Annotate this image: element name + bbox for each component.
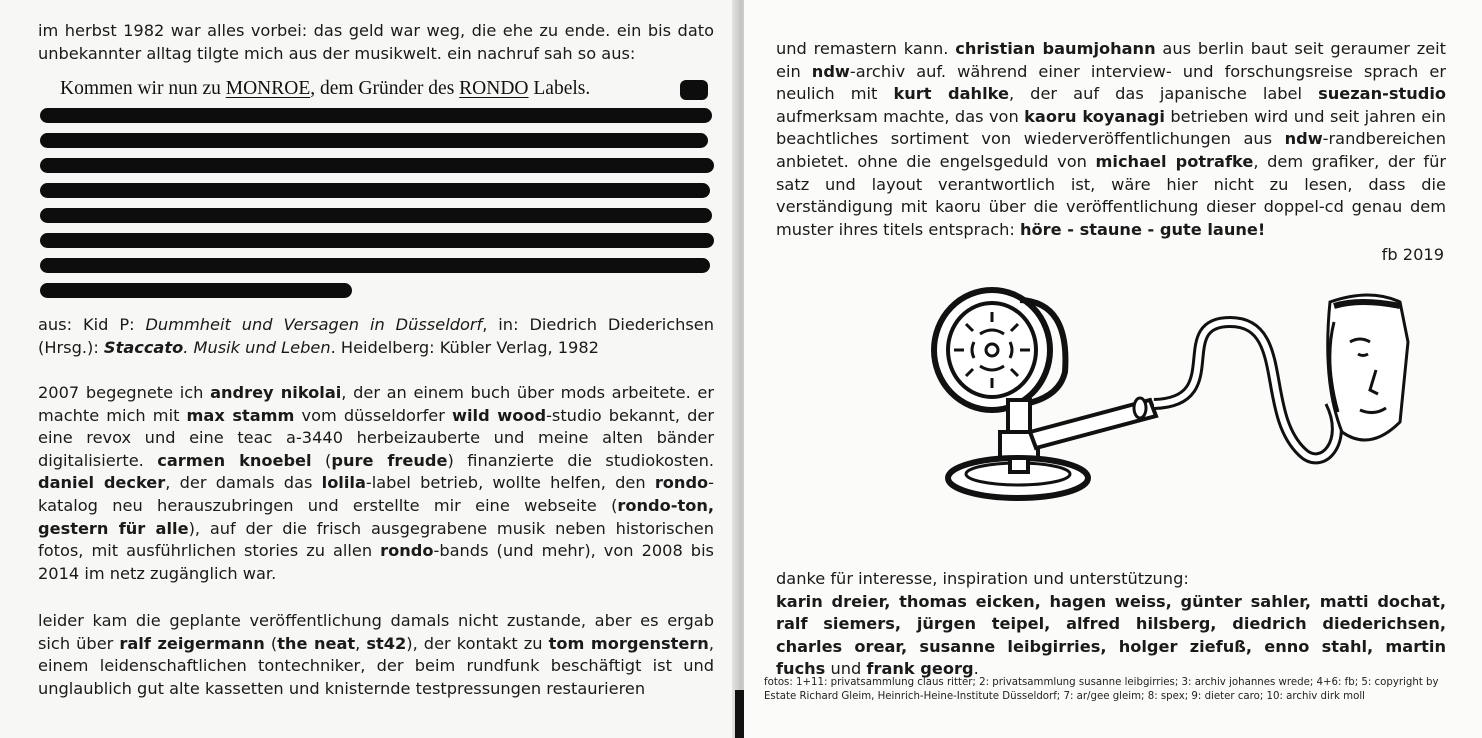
redaction-bar: [40, 233, 714, 248]
left-page: [0, 0, 738, 738]
text: -archiv auf. während einer interview- und forschungsreise sprach er neulich mit: [776, 61, 1446, 104]
name-kaoru-koyanagi: kaoru koyanagi: [1024, 106, 1165, 126]
right-page: [744, 0, 1482, 738]
name-suezan-studio: suezan-studio: [1318, 84, 1446, 104]
paragraph-remastern: [776, 38, 1446, 241]
name-kurt-dahlke: kurt dahlke: [893, 84, 1009, 104]
redaction-bar: [40, 108, 712, 123]
name-wild-wood: wild wood: [452, 405, 547, 425]
name-tom-morgenstern: tom morgenstern: [548, 633, 709, 653]
text: -studio bekannt, der eine revox und eine teac a-3440 herbeizauberte und meine alten bänder digitalisierte.: [38, 405, 714, 470]
citation-book-subtitle: . Musik und Leben: [183, 337, 331, 357]
name-rondo: rondo: [380, 541, 434, 561]
thanks-und: und: [825, 659, 867, 679]
text: , dem grafiker, der für satz und layout verantwortlich ist, wäre hier nicht zu lesen, dass die verständigung mit kaoru über die veröffentlichung dieser doppel-cd genau dem muster ihres titels entsprach:: [776, 151, 1447, 239]
name-carmen-knoebel: carmen knoebel: [157, 450, 312, 470]
microphone-stand-icon: [948, 398, 1156, 498]
text: vom düsseldorfer: [294, 405, 453, 425]
thanks-period: .: [973, 659, 979, 679]
citation-book-title: Staccato: [103, 337, 184, 357]
text: ) finanzierte die studiokosten.: [447, 450, 714, 470]
text: aus berlin baut seit geraumer zeit ein: [776, 39, 1446, 81]
redaction-bar: [40, 283, 352, 298]
clipping-name-monroe: MONROE: [225, 78, 311, 99]
citation: [38, 314, 714, 359]
redaction-bar: [40, 183, 710, 198]
name-pure-freude: pure freude: [331, 450, 448, 470]
newspaper-clipping: [60, 78, 710, 100]
name-rondo: rondo: [654, 473, 709, 493]
text: , der damals das: [165, 473, 322, 493]
redaction-bar: [680, 80, 708, 100]
name-the-neat: the neat: [277, 633, 356, 653]
text: leider kam die geplante veröffentlichung damals nicht zustande, aber es ergab sich über: [38, 611, 714, 653]
citation-prefix: aus: Kid P:: [38, 315, 146, 334]
microphone-illustration: [930, 282, 1450, 522]
microphone-cable-icon: [1154, 322, 1337, 458]
title-hoere-staune: höre - staune - gute laune!: [1020, 219, 1266, 239]
name-lolila: lolila: [321, 473, 366, 493]
signature: fb 2019: [1381, 245, 1444, 264]
name-st42: st42: [366, 633, 407, 653]
name-rondo-ton: rondo-ton, gestern für alle: [38, 495, 714, 538]
text: 2007 begegnete ich: [38, 383, 211, 402]
text: (: [311, 450, 332, 470]
name-daniel-decker: daniel decker: [38, 473, 166, 493]
photo-credits: fotos: 1+11: privatsammlung claus ritter; 2: privatsammlung susanne leibgirries; 3: archiv johannes wrede; 4+6: fb; 5: copyright by Estate Richard Gleim, Heinrich-Heine-Institute Düsseldorf; 7: ar/gee gleim; 8: spex; 9: dieter caro; 10: archiv dirk moll: [764, 677, 1439, 702]
thanks-names: karin dreier, thomas eicken, hagen weiss, günter sahler, matti dochat, ralf siemers, jürgen teipel, alfred hilsberg, diedrich diederichsen, charles orear, susanne leibgirries, holger ziefuß, enno stahl, martin fuchs: [776, 591, 1446, 679]
text: und remastern kann.: [776, 39, 956, 58]
citation-title: Dummheit und Versagen in Düsseldorf: [145, 315, 483, 334]
text: ), der kontakt zu: [406, 633, 549, 653]
clipping-prefix: Kommen wir nun zu: [60, 78, 226, 99]
text: -katalog neu herauszubringen und erstellte mir eine webseite (: [38, 473, 714, 515]
face-sketch-icon: [1328, 295, 1408, 440]
name-andrey-nikolai: andrey nikolai: [210, 383, 342, 402]
name-ndw: ndw: [811, 61, 850, 81]
thanks-intro: danke für interesse, inspiration und unterstützung:: [776, 569, 1189, 588]
text: ,: [355, 633, 367, 653]
text: , einem leidenschaftlichen tontechniker, der beim rundfunk beschäftigt ist und unglaublich gut alte kassetten und knisternde testpressungen restaurieren: [38, 633, 714, 698]
text: (: [264, 633, 278, 653]
citation-mid: , in: Diedrich Diederichsen (Hrsg.):: [38, 315, 715, 357]
paragraph-2007: [38, 382, 714, 585]
text: betrieben wird und seit jahren ein beachtliches sortiment von wiederveröffentlichungen aus: [776, 106, 1446, 149]
text: , der auf das japanische label: [1008, 84, 1319, 104]
thanks-last-name: frank georg: [866, 659, 974, 679]
text: ), auf der die frisch ausgegrabene musik neben historischen fotos, mit ausführlichen stories zu allen: [38, 518, 714, 561]
paragraph-leider: [38, 610, 714, 700]
text: , der an einem buch über mods arbeitete. er machte mich mit: [38, 383, 715, 425]
name-max-stamm: max stamm: [186, 405, 295, 425]
name-christian-baumjohann: christian baumjohann: [955, 39, 1156, 58]
intro-paragraph: im herbst 1982 war alles vorbei: das geld war weg, die ehe zu ende. ein bis dato unbekannter alltag tilgte mich aus der musikwelt. ein nachruf sah so aus:: [38, 21, 714, 63]
text: -label betrieb, wollte helfen, den: [365, 473, 655, 493]
redaction-bar: [40, 258, 710, 273]
microphone-head-icon: [934, 290, 1065, 410]
name-ralf-zeigermann: ralf zeigermann: [119, 633, 265, 653]
thanks-paragraph: [776, 568, 1446, 681]
text: aufmerksam machte, das von: [776, 106, 1025, 126]
citation-publisher: . Heidelberg: Kübler Verlag, 1982: [330, 337, 599, 357]
text: -bands (und mehr), von 2008 bis 2014 im netz zugänglich war.: [38, 541, 714, 583]
name-ndw: ndw: [1284, 129, 1323, 149]
redaction-bar: [40, 208, 712, 223]
clipping-suffix: Labels.: [528, 78, 591, 99]
text: -randbereichen anbietet. ohne die engelsgeduld von: [776, 129, 1446, 171]
name-michael-potrafke: michael potrafke: [1095, 151, 1254, 171]
clipping-name-rondo: RONDO: [459, 78, 529, 99]
redaction-bar: [40, 158, 714, 173]
redaction-bar: [40, 133, 708, 148]
clipping-middle: , dem Gründer des: [310, 78, 460, 99]
